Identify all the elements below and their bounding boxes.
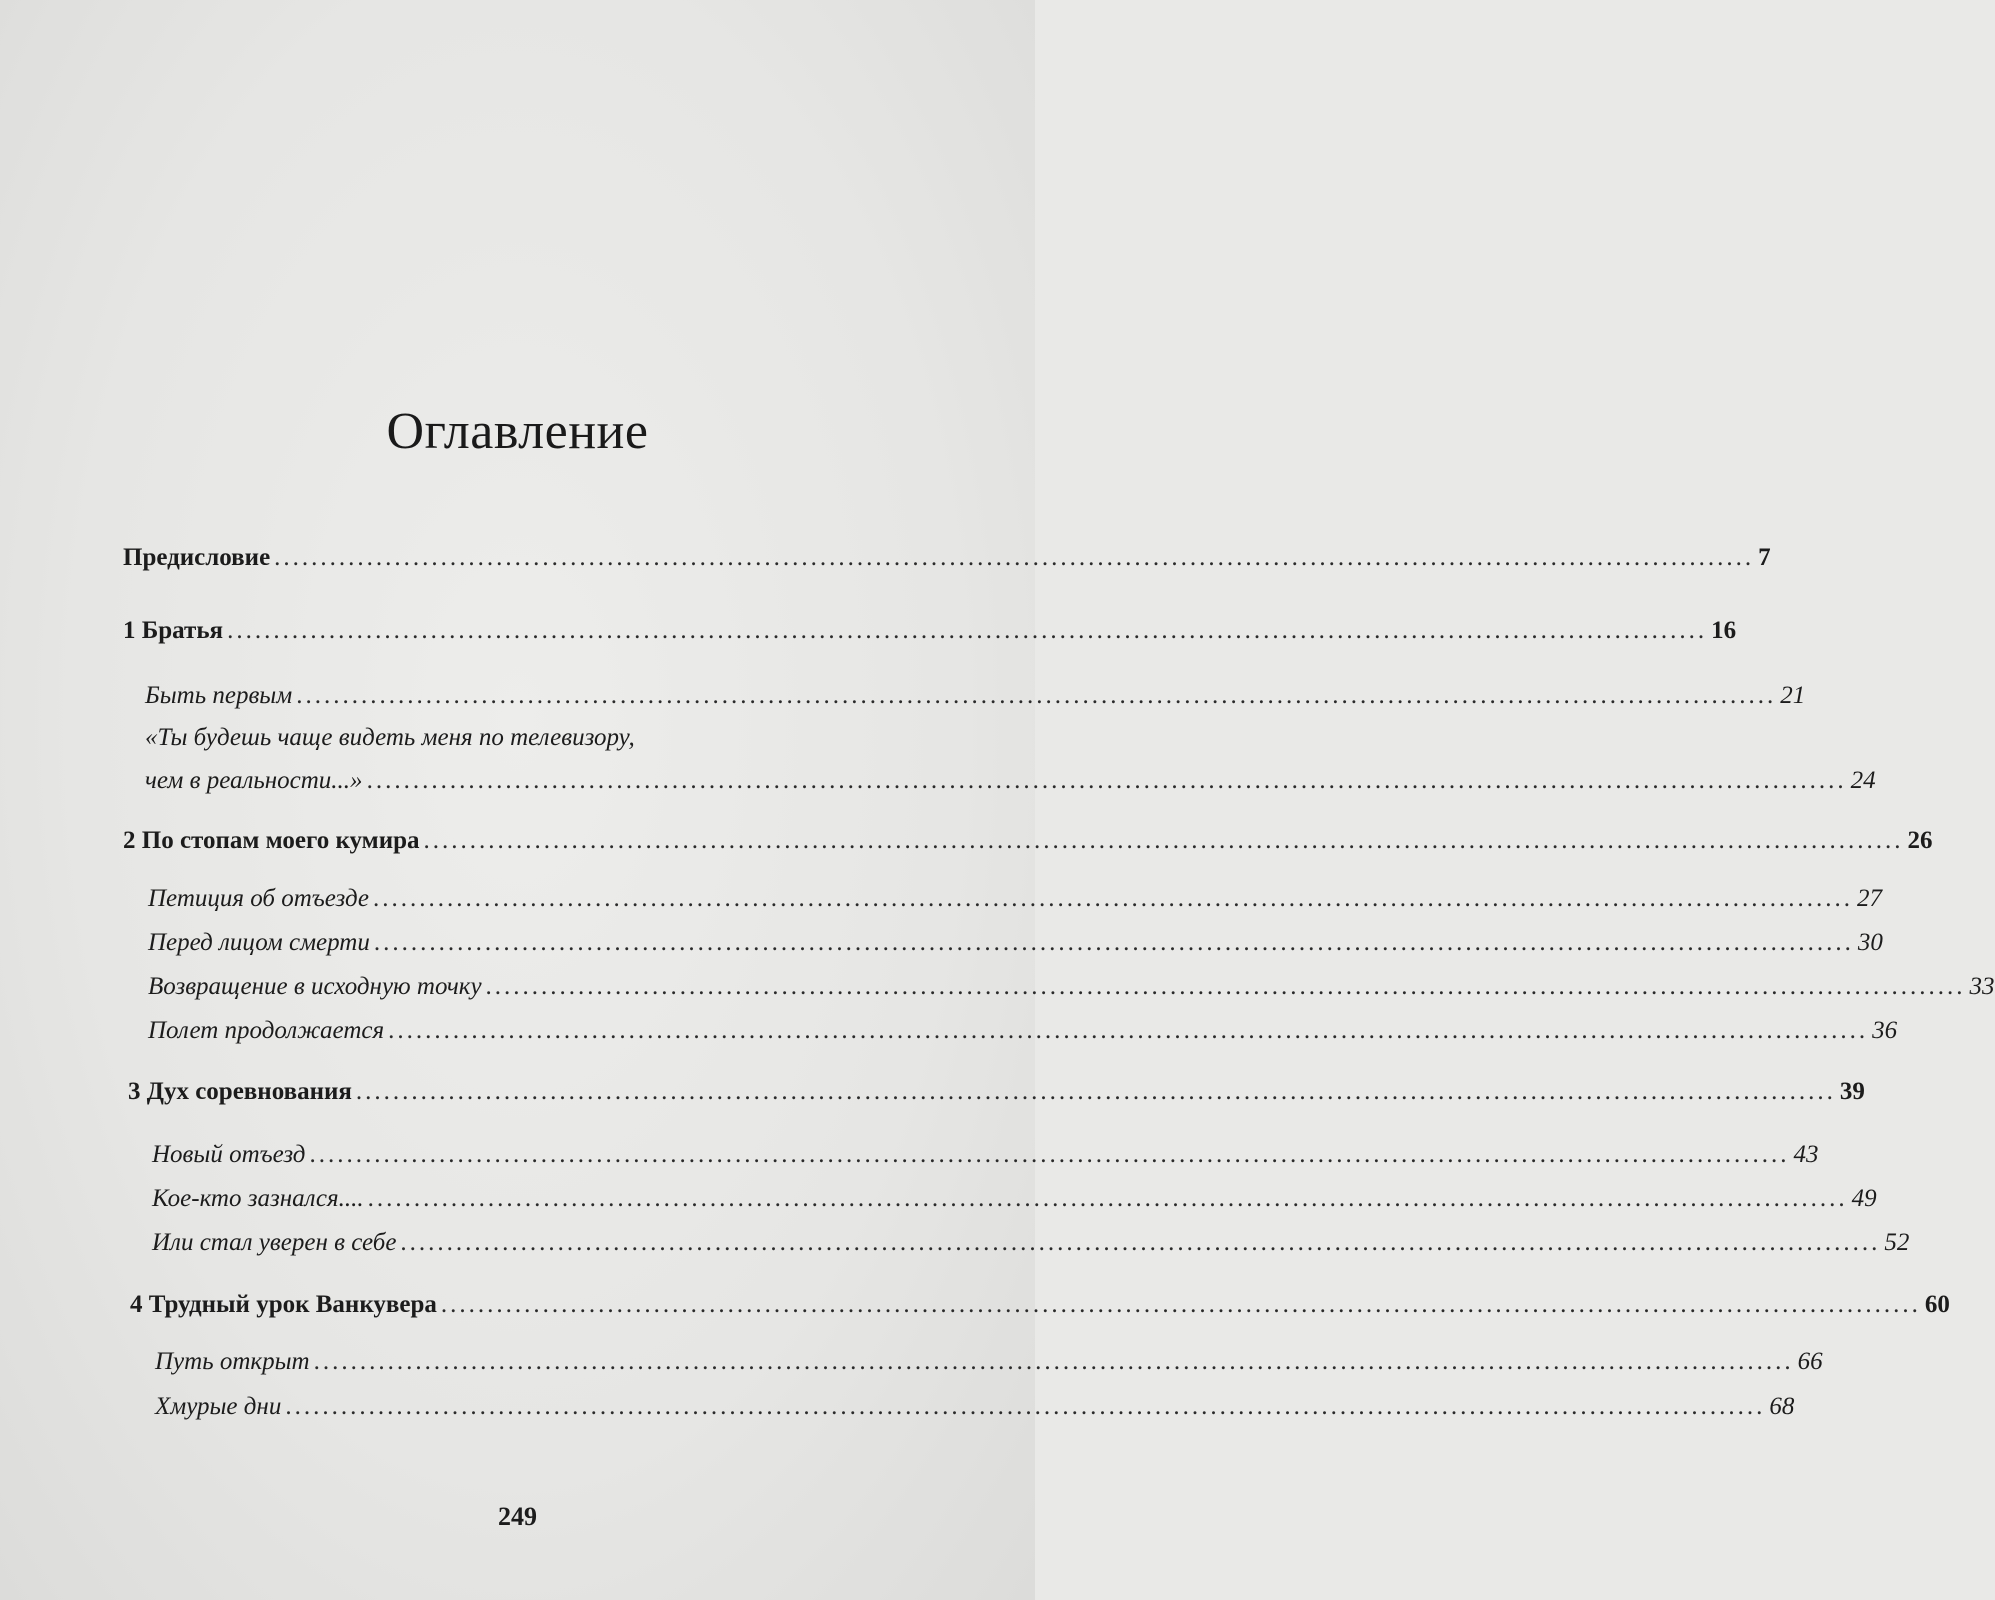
toc-entry-page: 30 bbox=[1857, 929, 1883, 956]
leader-dots: ................................................................................................................................................................ bbox=[355, 1078, 1836, 1105]
toc-entry-page: 43 bbox=[1793, 1141, 1819, 1168]
toc-entry-page: 68 bbox=[1769, 1393, 1795, 1420]
toc-entry-label: Перед лицом смерти bbox=[148, 929, 370, 956]
toc-entry-label: Хмурые дни bbox=[155, 1393, 282, 1420]
toc-entry-page: 52 bbox=[1884, 1229, 1910, 1256]
toc-entry-section bbox=[148, 1016, 1898, 1046]
toc-entry-label: Кое-кто зазнался.... bbox=[152, 1185, 364, 1212]
toc-entry-page: 7 bbox=[1758, 544, 1771, 571]
toc-entry-section-line-1: «Ты будешь чаще видеть меня по телевизору, bbox=[145, 724, 635, 751]
toc-entry-label: Быть первым bbox=[145, 682, 293, 709]
toc-entry-page: 16 bbox=[1711, 617, 1737, 644]
toc-entry-section bbox=[148, 884, 1883, 914]
leader-dots: ................................................................................................................................................................ bbox=[313, 1348, 1794, 1375]
toc-entry-label: 2 По стопам моего кумира bbox=[123, 827, 420, 854]
toc-entry-page: 24 bbox=[1850, 767, 1876, 794]
toc-entry-page: 36 bbox=[1872, 1017, 1898, 1044]
toc-entry-label: 1 Братья bbox=[123, 617, 224, 644]
leader-dots: ................................................................................................................................................................ bbox=[366, 767, 1847, 794]
page-title: Оглавление bbox=[386, 403, 649, 460]
leader-dots: ................................................................................................................................................................ bbox=[274, 544, 1755, 571]
toc-entry-label: Или стал уверен в себе bbox=[152, 1229, 397, 1256]
toc-entry-page: 66 bbox=[1797, 1348, 1823, 1375]
toc-entry-label: Предисловие bbox=[123, 544, 271, 571]
toc-entry-chapter-4 bbox=[130, 1290, 1950, 1320]
toc-entry-label: Путь открыт bbox=[155, 1348, 310, 1375]
leader-dots: ................................................................................................................................................................ bbox=[388, 1017, 1869, 1044]
toc-entry-chapter-3 bbox=[128, 1077, 1865, 1107]
leader-dots: ................................................................................................................................................................ bbox=[400, 1229, 1881, 1256]
toc-entry-page: 26 bbox=[1907, 827, 1933, 854]
toc-entry-label: Возвращение в исходную точку bbox=[148, 973, 482, 1000]
leader-dots: ................................................................................................................................................................ bbox=[285, 1393, 1766, 1420]
toc-entry-section bbox=[152, 1228, 1910, 1258]
toc-entry-label: Новый отъезд bbox=[152, 1141, 306, 1168]
leader-dots: ................................................................................................................................................................ bbox=[227, 617, 1708, 644]
toc-entry-page: 27 bbox=[1857, 885, 1883, 912]
toc-entry-section bbox=[148, 972, 1995, 1002]
toc-entry-page: 39 bbox=[1839, 1078, 1865, 1105]
toc-entry-label: чем в реальности...» bbox=[145, 767, 363, 794]
toc-entry-chapter-1 bbox=[123, 616, 1737, 646]
toc-entry-section bbox=[155, 1347, 1823, 1377]
toc-entry-section bbox=[152, 1184, 1877, 1214]
leader-dots: ................................................................................................................................................................ bbox=[423, 827, 1904, 854]
toc-entry-label: Петиция об отъезде bbox=[148, 885, 370, 912]
leader-dots: ................................................................................................................................................................ bbox=[440, 1291, 1921, 1318]
leader-dots: ................................................................................................................................................................ bbox=[309, 1141, 1790, 1168]
toc-entry-label: 4 Трудный урок Ванкувера bbox=[130, 1291, 437, 1318]
toc-entry-label: 3 Дух соревнования bbox=[128, 1078, 352, 1105]
page-number: 249 bbox=[498, 1502, 537, 1531]
toc-entry-chapter-2 bbox=[123, 826, 1933, 856]
leader-dots: ................................................................................................................................................................ bbox=[367, 1185, 1848, 1212]
leader-dots: ................................................................................................................................................................ bbox=[373, 929, 1854, 956]
toc-entry-page: 49 bbox=[1851, 1185, 1877, 1212]
leader-dots: ................................................................................................................................................................ bbox=[485, 973, 1966, 1000]
toc-entry-page: 33 bbox=[1969, 973, 1995, 1000]
toc-entry-section bbox=[145, 681, 1806, 711]
toc-entry-section bbox=[155, 1392, 1795, 1422]
toc-entry-section bbox=[152, 1140, 1819, 1170]
toc-entry-section bbox=[145, 766, 1876, 796]
toc-entry-page: 21 bbox=[1780, 682, 1806, 709]
leader-dots: ................................................................................................................................................................ bbox=[373, 885, 1854, 912]
toc-entry-section bbox=[148, 928, 1883, 958]
toc-entry-preface bbox=[123, 543, 1771, 573]
leader-dots: ................................................................................................................................................................ bbox=[296, 682, 1777, 709]
toc-entry-label: Полет продолжается bbox=[148, 1017, 385, 1044]
toc-entry-page: 60 bbox=[1924, 1291, 1950, 1318]
